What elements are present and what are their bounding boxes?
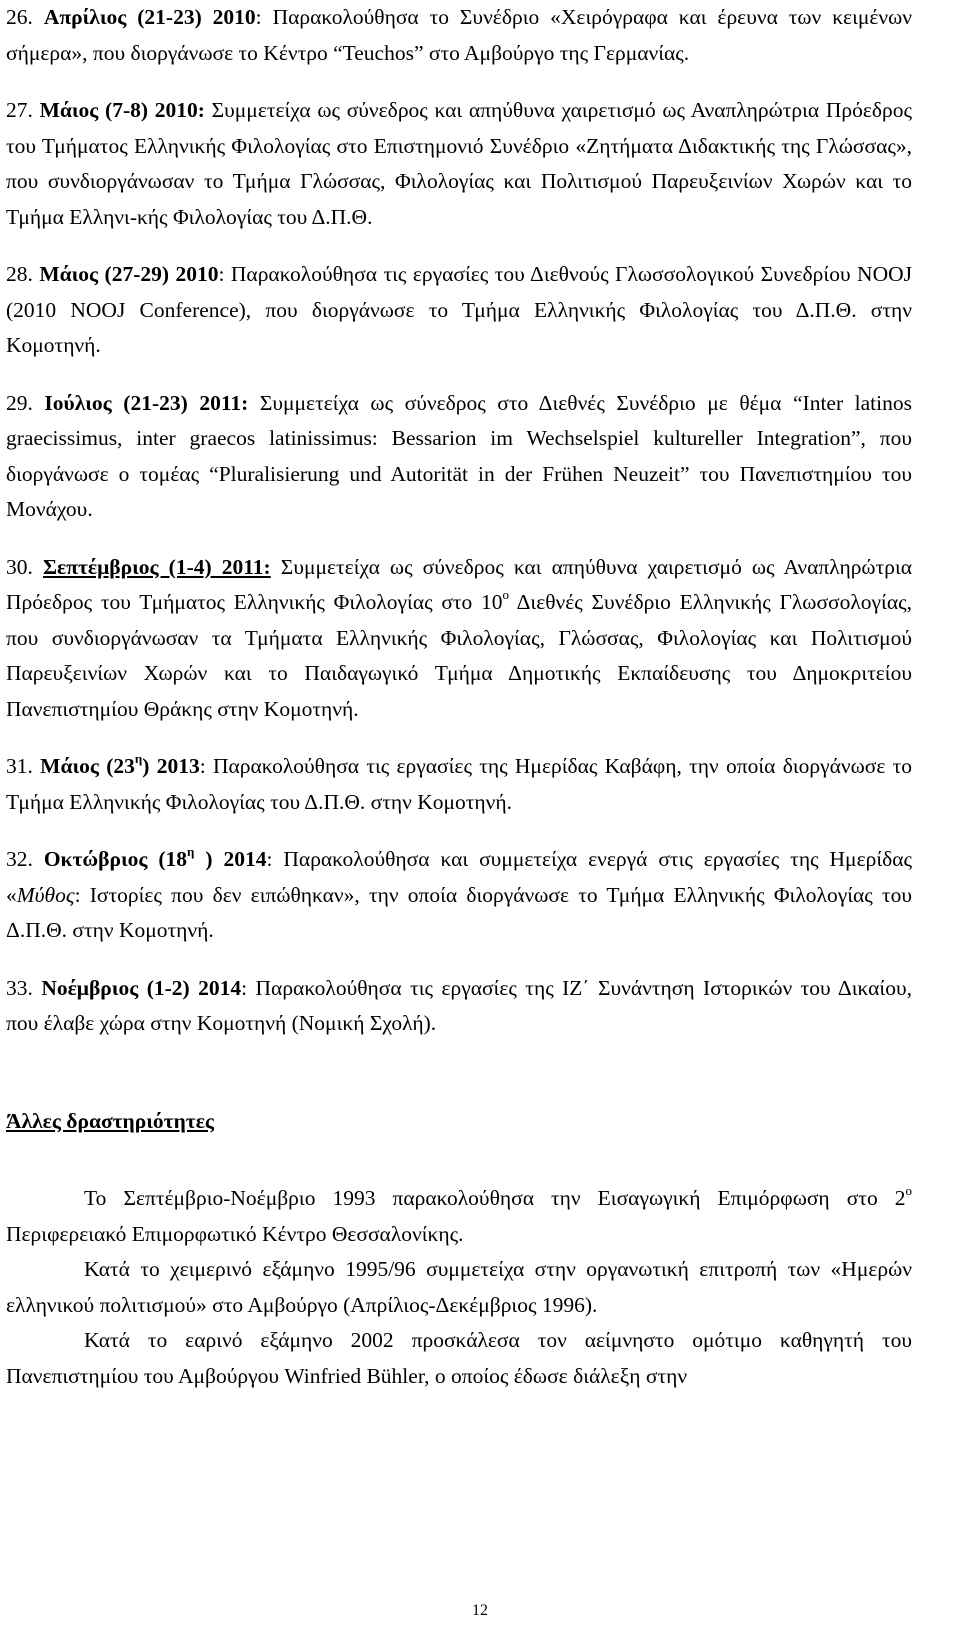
entry-date: Απρίλιος (21-23) 2010: [43, 5, 256, 29]
entry-date: Μάιος (7-8) 2010:: [39, 98, 205, 122]
paragraph-text-continued: Περιφερειακό Επιμορφωτικό Κέντρο Θεσσαλονίκης.: [6, 1221, 464, 1246]
page-number: 12: [472, 1602, 488, 1619]
list-item: [6, 749, 912, 820]
list-item: [6, 0, 912, 71]
paragraph: Κατά το εαρινό εξάμηνο 2002 προσκάλεσα τον αείμνηστο ομότιμο καθηγητή του Πανεπιστημίου του Αμβούργου Winfried Bühler, ο οποίος έδωσε διάλεξη στην: [6, 1328, 912, 1388]
superscript: ο: [502, 587, 510, 602]
entry-number: 29.: [6, 390, 33, 415]
entry-date-continued: ) 2013: [142, 754, 200, 778]
entry-number: 26.: [6, 5, 33, 29]
entry-text: : Παρακολούθησα τις εργασίες του Διεθνούς Γλωσσολογικού Συνεδρίου NOOJ (2010 NOOJ Conference), που διοργάνωσε το Τμήμα Ελληνικής Φιλολογίας του Δ.Π.Θ. στην Κομοτηνή.: [6, 262, 912, 357]
entry-date: Μάιος (27-29) 2010: [39, 262, 219, 286]
entry-number: 30.: [6, 554, 33, 579]
entry-text-continued: : Ιστορίες που δεν ειπώθηκαν», την οποία διοργάνωσε το Τμήμα Ελληνικής Φιλολογίας του Δ.Π.Θ. στην Κομοτηνή.: [6, 882, 912, 942]
entry-text-continued: Διεθνές Συνέδριο Ελληνικής Γλωσσολογίας, που συνδιοργάνωσαν τα Τμήματα Ελληνικής Φιλολογίας, Γλώσσας, Φιλολογίας και Πολιτισμού Παρευξεινίων Χωρών και το Παιδαγωγικό Τμήμα Δημοτικής Εκπαίδευσης του Δημοκριτείου Πανεπιστημίου Θράκης στην Κομοτηνή.: [6, 590, 912, 721]
entry-text: : Παρακολούθησα τις εργασίες της ΙΖ΄ Συνάντηση Ιστορικών του Δικαίου, που έλαβε χώρα στην Κομοτηνή (Νομική Σχολή).: [6, 975, 912, 1035]
paragraph: Κατά το χειμερινό εξάμηνο 1995/96 συμμετείχα στην οργανωτική επιτροπή των «Ημερών ελληνικού πολιτισμού» στο Αμβούργο (Απρίλιος-Δεκέμβριος 1996).: [6, 1257, 912, 1317]
entry-date-continued: ) 2014: [194, 847, 267, 871]
entry-number: 28.: [6, 262, 33, 286]
italic-title: Μύθος: [16, 882, 75, 907]
list-item: [6, 971, 912, 1042]
entry-date: Νοέμβριος (1-2) 2014: [41, 975, 242, 1000]
entry-text: Συμμετείχα ως σύνεδρος στο Διεθνές Συνέδριο με θέμα “Inter latinos graecissimus, inter graecos latinissimus: Bessarion im Wechselspiel kultureller Integration”, που διοργάνωσε ο τομέας “Pluralisierung und Autorität in der Frühen Neuzeit” του Πανεπιστημίου του Μονάχου.: [6, 390, 912, 521]
list-item: [6, 550, 912, 728]
entry-date: Οκτώβριος (18: [43, 847, 188, 871]
entry-date: Μάιος (23: [40, 754, 135, 778]
entry-number: 32.: [6, 847, 33, 871]
list-item: [6, 93, 912, 235]
entry-number: 33.: [6, 975, 33, 1000]
list-item: [6, 386, 912, 528]
entry-text: : Παρακολούθησα το Συνέδριο «Χειρόγραφα και έρευνα των κειμένων σήμερα», που διοργάνωσε το Κέντρο “Teuchos” στο Αμβούργο της Γερμανίας.: [6, 5, 913, 65]
paragraph: [6, 1181, 912, 1252]
entry-text: Συμμετείχα ως σύνεδρος και απηύθυνα χαιρετισμό ως Αναπληρώτρια Πρόεδρος του Τμήματος Ελληνικής Φιλολογίας στο Επιστημονιό Συνέδριο «Ζητήματα Διδακτικής της Γλώσσας», που συνδιοργάνωσαν το Τμήμα Γλώσσας, Φιλολογίας και Πολιτισμού Παρευξεινίων Χωρών και το Τμήμα Ελληνι-κής Φιλολογίας του Δ.Π.Θ.: [6, 98, 912, 229]
superscript: η: [134, 751, 143, 766]
superscript: η: [187, 844, 195, 859]
list-item: [6, 842, 912, 949]
list-item: [6, 257, 912, 364]
entry-text: Συμμετείχα ως σύνεδρος και απηύθυνα χαιρετισμό ως Αναπληρώτρια Πρόεδρος του Τμήματος Ελληνικής Φιλολογίας στο 10: [6, 554, 913, 614]
entry-date: Ιούλιος (21-23) 2011:: [44, 390, 249, 415]
document-page: [6, 0, 912, 1394]
entry-date: Σεπτέμβριος (1-4) 2011:: [42, 554, 271, 579]
paragraph-text: Το Σεπτέμβριο-Νοέμβριο 1993 παρακολούθησα την Εισαγωγική Επιμόρφωση στο 2: [84, 1186, 906, 1210]
entry-number: 27.: [6, 98, 33, 122]
section-heading: Άλλες δραστηριότητες: [6, 1108, 214, 1133]
entry-number: 31.: [6, 754, 33, 778]
superscript: ο: [905, 1183, 912, 1198]
entry-text: : Παρακολούθησα τις εργασίες της Ημερίδας Καβάφη, την οποία διοργάνωσε το Τμήμα Ελληνικής Φιλολογίας του Δ.Π.Θ. στην Κομοτηνή.: [6, 754, 913, 814]
entry-text: : Παρακολούθησα και συμμετείχα ενεργά στις εργασίες της Ημερίδας «: [6, 847, 913, 907]
